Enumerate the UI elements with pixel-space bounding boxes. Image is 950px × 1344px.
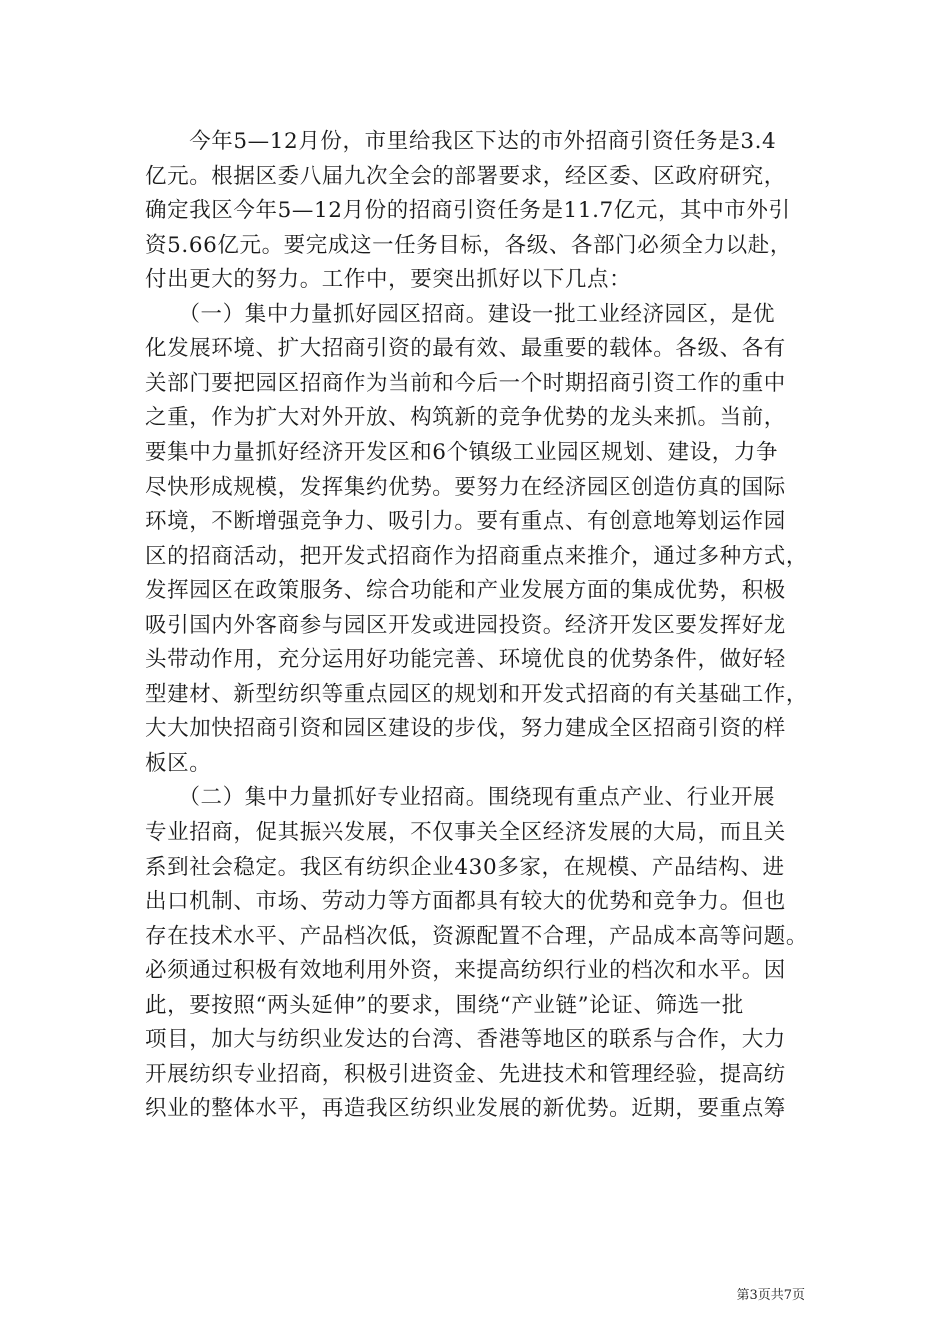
text-line: 尽快形成规模，发挥集约优势。要努力在经济园区创造仿真的国际 bbox=[145, 474, 786, 500]
text-line: 织业的整体水平，再造我区纺织业发展的新优势。近期，要重点筹 bbox=[145, 1096, 786, 1122]
text-line: 型建材、新型纺织等重点园区的规划和开发式招商的有关基础工作， bbox=[145, 681, 809, 707]
text-line: 环境，不断增强竞争力、吸引力。要有重点、有创意地筹划运作园 bbox=[145, 509, 786, 535]
text-line: 之重，作为扩大对外开放、构筑新的竞争优势的龙头来抓。当前， bbox=[145, 405, 786, 431]
text-line: （二）集中力量抓好专业招商。围绕现有重点产业、行业开展 bbox=[145, 785, 776, 811]
text-line: 项目，加大与纺织业发达的台湾、香港等地区的联系与合作，大力 bbox=[145, 1027, 786, 1053]
text-line: 存在技术水平、产品档次低，资源配置不合理，产品成本高等问题。 bbox=[145, 923, 809, 949]
text-line: 付出更大的努力。工作中，要突出抓好以下几点： bbox=[145, 267, 632, 293]
text-line: 此，要按照“两头延伸”的要求，围绕“产业链”论证、筛选一批 bbox=[145, 992, 744, 1018]
text-line: 今年5—12月份，市里给我区下达的市外招商引资任务是3.4 bbox=[145, 129, 777, 154]
text-line: 吸引国内外客商参与园区开发或进园投资。经济开发区要发挥好龙 bbox=[145, 612, 786, 638]
text-line: 确定我区今年5—12月份的招商引资任务是11.7亿元，其中市外引 bbox=[145, 198, 791, 224]
text-line: 要集中力量抓好经济开发区和6个镇级工业园区规划、建设，力争 bbox=[145, 439, 779, 465]
text-line: 大大加快招商引资和园区建设的步伐，努力建成全区招商引资的样 bbox=[145, 716, 786, 742]
text-line: 区的招商活动，把开发式招商作为招商重点来推介，通过多种方式， bbox=[145, 543, 809, 569]
text-line: 出口机制、市场、劳动力等方面都具有较大的优势和竞争力。但也 bbox=[145, 889, 786, 915]
text-line: 化发展环境、扩大招商引资的最有效、最重要的载体。各级、各有 bbox=[145, 336, 786, 362]
text-line: 关部门要把园区招商作为当前和今后一个时期招商引资工作的重中 bbox=[145, 370, 786, 396]
text-line: 亿元。根据区委八届九次全会的部署要求，经区委、区政府研究， bbox=[145, 163, 786, 189]
text-line: （一）集中力量抓好园区招商。建设一批工业经济园区，是优 bbox=[145, 301, 776, 327]
text-line: 系到社会稳定。我区有纺织企业430多家，在规模、产品结构、进 bbox=[145, 854, 785, 880]
text-line: 专业招商，促其振兴发展，不仅事关全区经济发展的大局，而且关 bbox=[145, 820, 786, 845]
text-line: 头带动作用，充分运用好功能完善、环境优良的优势条件，做好轻 bbox=[145, 647, 786, 673]
text-line: 开展纺织专业招商，积极引进资金、先进技术和管理经验，提高纺 bbox=[145, 1061, 786, 1087]
text-line: 资5.66亿元。要完成这一任务目标，各级、各部门必须全力以赴， bbox=[145, 232, 792, 258]
text-line: 板区。 bbox=[145, 750, 212, 776]
text-line: 发挥园区在政策服务、综合功能和产业发展方面的集成优势，积极 bbox=[145, 578, 786, 604]
page-number: 第3页共7页 bbox=[736, 1288, 805, 1303]
text-line: 必须通过积极有效地利用外资，来提高纺织行业的档次和水平。因 bbox=[145, 958, 786, 984]
